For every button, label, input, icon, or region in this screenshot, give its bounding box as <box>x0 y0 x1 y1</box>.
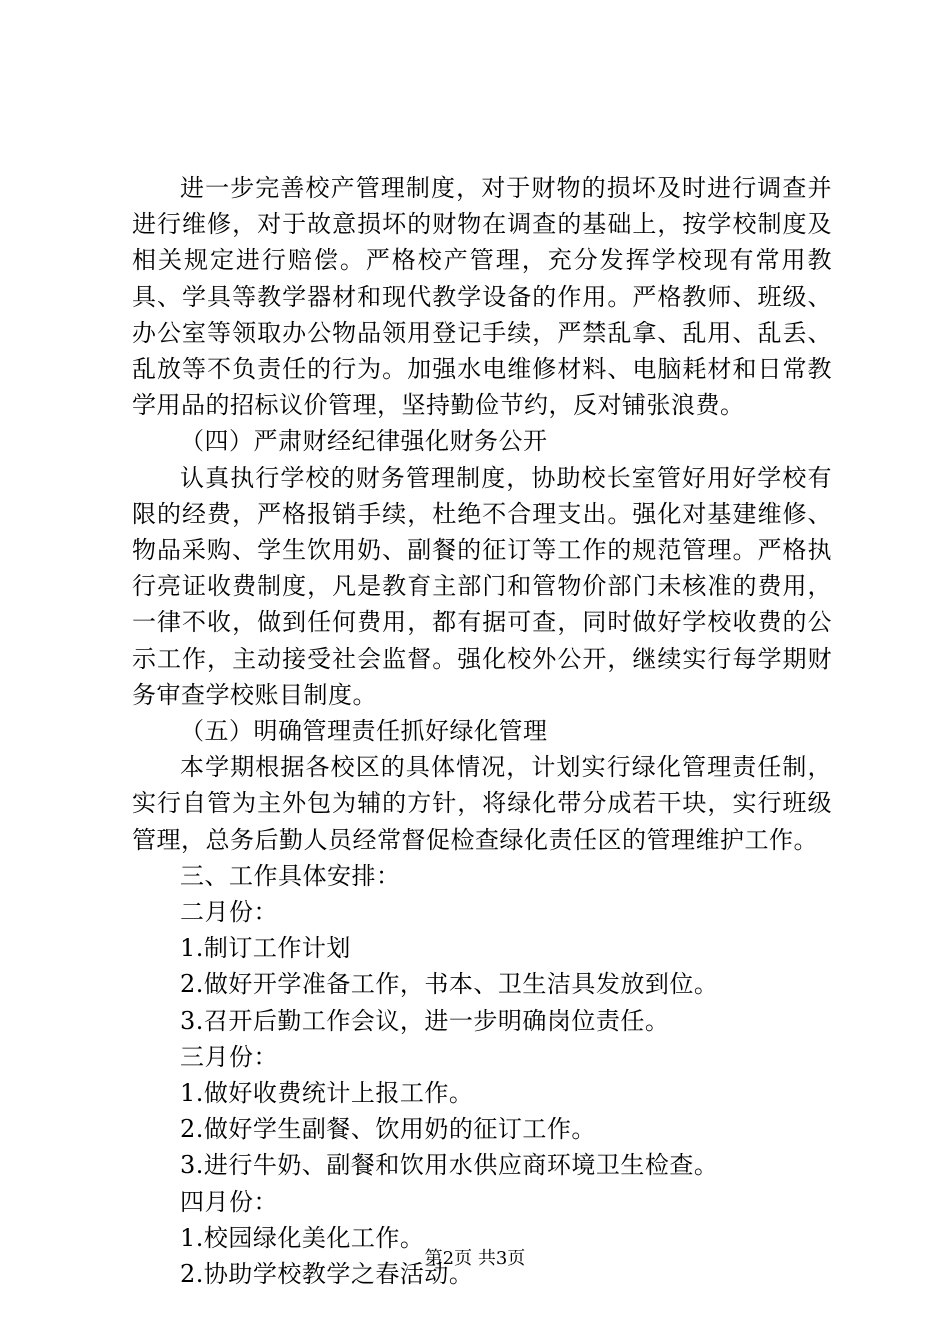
list-item: 2.做好开学准备工作，书本、卫生洁具发放到位。 <box>180 970 719 999</box>
list-item: 2.协助学校教学之春活动。 <box>180 1260 474 1289</box>
month-title-april: 四月份： <box>180 1187 278 1216</box>
list-item: 3.召开后勤工作会议，进一步明确岗位责任。 <box>180 1006 670 1035</box>
month-title-march: 三月份： <box>180 1042 278 1071</box>
heading-finance-discipline: （四）严肃财经纪律强化财务公开 <box>180 427 548 456</box>
heading-greening-management: （五）明确管理责任抓好绿化管理 <box>180 717 548 746</box>
list-item: 1.校园绿化美化工作。 <box>180 1223 425 1252</box>
paragraph-asset-management: 进一步完善校产管理制度，对于财物的损坏及时进行调查并进行维修，对于故意损坏的财物在调查的基础上，按学校制度及相关规定进行赔偿。严格校产管理，充分发挥学校现有常用教具、学具等教学器材和现代教学设备的作用。严格教师、班级、办公室等领取办公物品领用登记手续，严禁乱拿、乱用、乱丢、乱放等不负责任的行为。加强水电维修材料、电脑耗材和日常教学用品的招标议价管理，坚持勤俭节约，反对铺张浪费。 <box>132 174 832 420</box>
month-title-february: 二月份： <box>180 898 278 927</box>
list-item: 3.进行牛奶、副餐和饮用水供应商环境卫生检查。 <box>180 1151 719 1180</box>
list-item: 1.制订工作计划 <box>180 934 351 963</box>
page-number-footer: 第2页 共3页 <box>424 1248 526 1269</box>
paragraph-greening-responsibility: 本学期根据各校区的具体情况，计划实行绿化管理责任制，实行自管为主外包为辅的方针，将绿化带分成若干块，实行班级管理，总务后勤人员经常督促检查绿化责任区的管理维护工作。 <box>132 753 832 854</box>
document-body <box>132 170 832 1292</box>
section-work-schedule: 三、工作具体安排： <box>180 861 401 890</box>
paragraph-finance-management: 认真执行学校的财务管理制度，协助校长室管好用好学校有限的经费，严格报销手续，杜绝不合理支出。强化对基建维修、物品采购、学生饮用奶、副餐的征订等工作的规范管理。严格执行亮证收费制度，凡是教育主部门和管物价部门未核准的费用，一律不收，做到任何费用，都有据可查，同时做好学校收费的公示工作，主动接受社会监督。强化校外公开，继续实行每学期财务审查学校账目制度。 <box>132 463 832 709</box>
list-item: 1.做好收费统计上报工作。 <box>180 1079 474 1108</box>
list-item: 2.做好学生副餐、饮用奶的征订工作。 <box>180 1115 596 1144</box>
